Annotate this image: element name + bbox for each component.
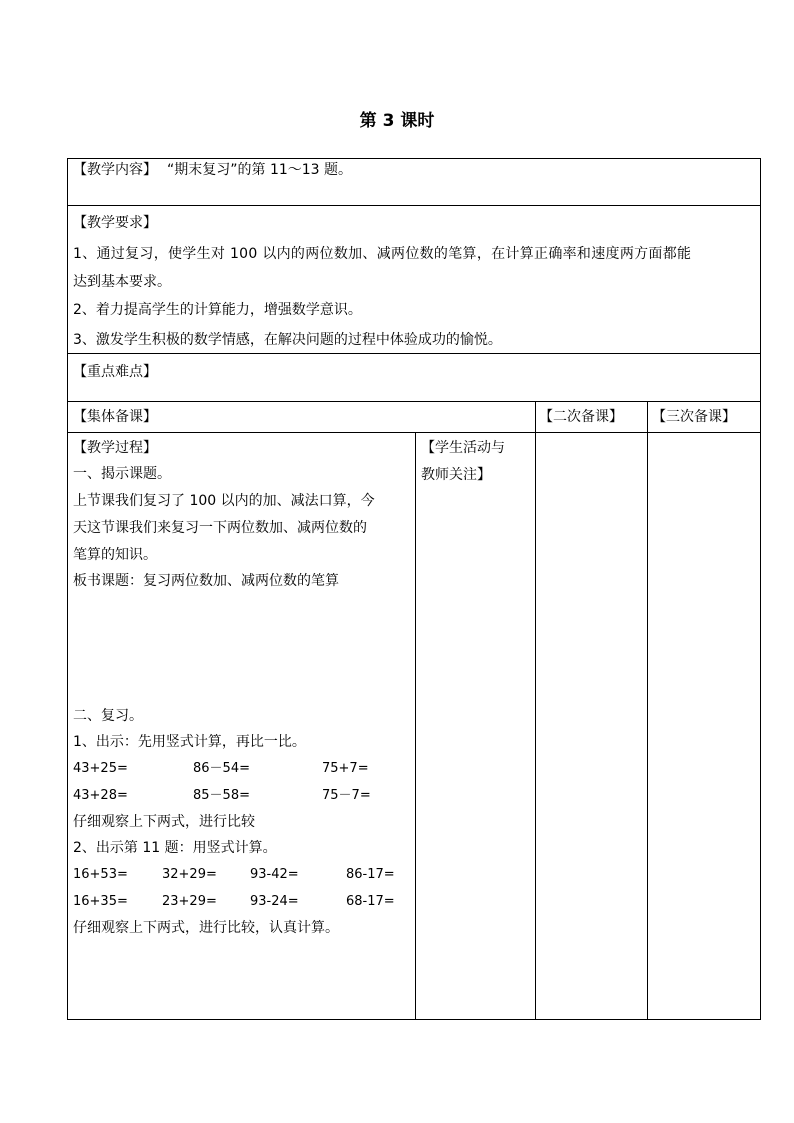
activity-label-line-1: 【学生活动与 — [421, 440, 505, 456]
exercise-cell: 32+29= — [162, 867, 217, 882]
exercise-cell: 16+35= — [73, 894, 128, 909]
requirement-item-2: 2、着力提高学生的计算能力，增强数学意识。 — [73, 302, 362, 318]
requirement-item-1-line-2: 达到基本要求。 — [73, 274, 171, 290]
exercise-cell: 16+53= — [73, 867, 128, 882]
compare-note-1: 仔细观察上下两式，进行比较 — [73, 814, 255, 830]
exercise-cell: 68-17= — [346, 894, 395, 909]
step1-line-1: 上节课我们复习了 100 以内的加、减法口算，今 — [73, 493, 375, 509]
exercise-cell: 86－54= — [193, 761, 250, 776]
exercise-cell: 93-42= — [250, 867, 299, 882]
key-points-label: 【重点难点】 — [73, 364, 157, 380]
process-label: 【教学过程】 — [73, 440, 157, 456]
exercise-cell: 75－7= — [322, 788, 371, 803]
exercise-cell: 85－58= — [193, 788, 250, 803]
step2-item-1: 1、出示：先用竖式计算，再比一比。 — [73, 734, 306, 750]
step1-line-4: 板书课题：复习两位数加、减两位数的笔算 — [73, 573, 339, 589]
requirement-item-1-line-1: 1、通过复习，使学生对 100 以内的两位数加、减两位数的笔算，在计算正确率和速度两方面都能 — [73, 246, 692, 262]
step1-title: 一、揭示课题。 — [73, 466, 171, 482]
exercise-cell: 43+28= — [73, 788, 128, 803]
content-text: “期末复习”的第 11～13 题。 — [167, 162, 353, 178]
second-prep-header: 【二次备课】 — [539, 409, 623, 425]
collective-prep-header: 【集体备课】 — [73, 409, 157, 425]
step2-item-2: 2、出示第 11 题：用竖式计算。 — [73, 840, 277, 856]
exercise-cell: 93-24= — [250, 894, 299, 909]
exercise-cell: 86-17= — [346, 867, 395, 882]
exercise-cell: 23+29= — [162, 894, 217, 909]
compare-note-2: 仔细观察上下两式，进行比较，认真计算。 — [73, 920, 339, 936]
step2-title: 二、复习。 — [73, 708, 143, 724]
step1-line-3: 笔算的知识。 — [73, 547, 157, 563]
requirement-item-3: 3、激发学生积极的数学情感，在解决问题的过程中体验成功的愉悦。 — [73, 332, 502, 348]
exercise-cell: 43+25= — [73, 761, 128, 776]
activity-label-line-2: 教师关注】 — [421, 467, 491, 483]
content-label: 【教学内容】 — [73, 162, 157, 178]
requirements-label: 【教学要求】 — [73, 215, 157, 231]
page-title: 第 3 课时 — [359, 111, 435, 131]
step1-line-2: 天这节课我们来复习一下两位数加、减两位数的 — [73, 520, 367, 536]
exercise-cell: 75+7= — [322, 761, 369, 776]
third-prep-header: 【三次备课】 — [652, 409, 736, 425]
